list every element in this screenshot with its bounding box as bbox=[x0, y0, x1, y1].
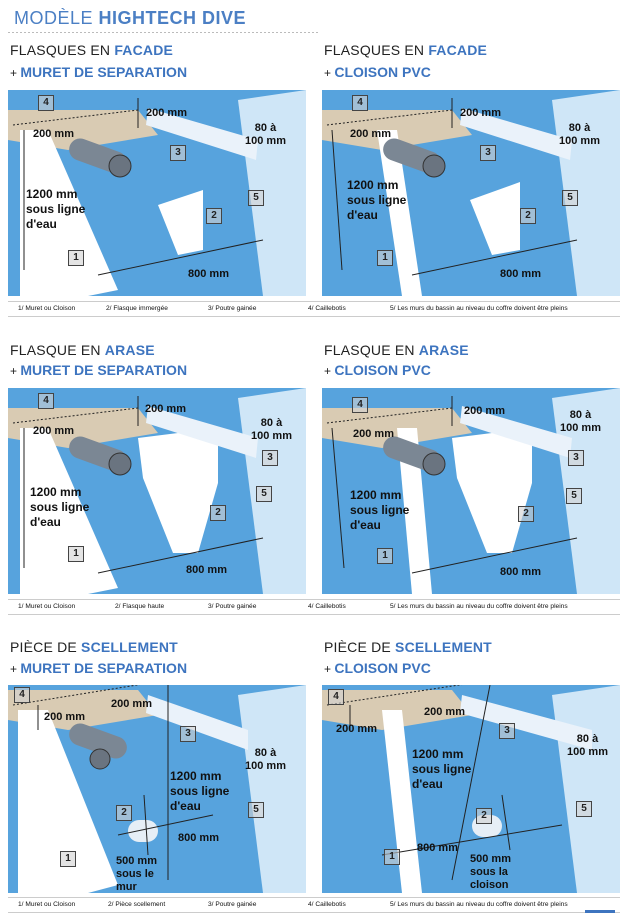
marker-3: 3 bbox=[262, 450, 278, 466]
marker-5: 5 bbox=[248, 802, 264, 818]
marker-5: 5 bbox=[566, 488, 582, 504]
marker-5: 5 bbox=[562, 190, 578, 206]
marker-2: 2 bbox=[476, 808, 492, 824]
section2-left-subheading: + MURET DE SEPARATION bbox=[10, 362, 188, 378]
diagram-panel-scellement-cloison bbox=[322, 685, 620, 893]
dim-200-side: 200 mm bbox=[353, 428, 394, 440]
page-title bbox=[14, 8, 246, 29]
marker-3: 3 bbox=[480, 145, 496, 161]
section1-right-subheading: + CLOISON PVC bbox=[324, 64, 431, 80]
legend-row-2: 1/ Muret ou Cloison 2/ Flasque haute 3/ Poutre gainée 4/ Caillebotis 5/ Les murs du bassin au niveau du coffre doivent être pleins bbox=[8, 599, 620, 615]
diagram-panel-facade-muret bbox=[8, 90, 306, 296]
dim-1200: 1200 mm sous ligne d'eau bbox=[170, 769, 230, 813]
marker-2: 2 bbox=[116, 805, 132, 821]
dim-500: 500 mm sous la cloison bbox=[470, 853, 511, 891]
dim-200-top: 200 mm bbox=[111, 698, 152, 710]
dim-1200: 1200 mm sous ligne d'eau bbox=[30, 485, 90, 529]
marker-4: 4 bbox=[14, 687, 30, 703]
dim-200-side: 200 mm bbox=[350, 128, 391, 140]
dim-800: 800 mm bbox=[178, 832, 219, 844]
section3-left-heading: PIÈCE DE SCELLEMENT bbox=[10, 639, 178, 655]
dim-800: 800 mm bbox=[500, 566, 541, 578]
section3-right-heading: PIÈCE DE SCELLEMENT bbox=[324, 639, 492, 655]
marker-4: 4 bbox=[328, 689, 344, 705]
dim-80-100: 80 à 100 mm bbox=[560, 409, 601, 434]
diagram-panel-arase-muret bbox=[8, 388, 306, 594]
marker-1: 1 bbox=[377, 548, 393, 564]
dim-200-side: 200 mm bbox=[336, 723, 377, 735]
section2-right-heading: FLASQUE EN ARASE bbox=[324, 342, 469, 358]
marker-5: 5 bbox=[256, 486, 272, 502]
marker-1: 1 bbox=[68, 250, 84, 266]
marker-2: 2 bbox=[206, 208, 222, 224]
dim-200-top: 200 mm bbox=[145, 403, 186, 415]
dim-80-100: 80 à 100 mm bbox=[559, 122, 600, 147]
marker-3: 3 bbox=[568, 450, 584, 466]
dim-1200: 1200 mm sous ligne d'eau bbox=[26, 187, 86, 231]
marker-4: 4 bbox=[38, 95, 54, 111]
dim-800: 800 mm bbox=[186, 564, 227, 576]
section2-left-heading: FLASQUE EN ARASE bbox=[10, 342, 155, 358]
diagram-panel-arase-cloison bbox=[322, 388, 620, 594]
marker-2: 2 bbox=[520, 208, 536, 224]
dim-80-100: 80 à 100 mm bbox=[567, 733, 608, 758]
marker-3: 3 bbox=[499, 723, 515, 739]
marker-3: 3 bbox=[170, 145, 186, 161]
dim-200-side: 200 mm bbox=[44, 711, 85, 723]
marker-1: 1 bbox=[377, 250, 393, 266]
marker-5: 5 bbox=[248, 190, 264, 206]
marker-1: 1 bbox=[60, 851, 76, 867]
dim-1200: 1200 mm sous ligne d'eau bbox=[347, 178, 407, 222]
legend-row-1: 1/ Muret ou Cloison 2/ Flasque immergée 3/ Poutre gainée 4/ Caillebotis 5/ Les murs du bassin au niveau du coffre doivent être pleins bbox=[8, 301, 620, 317]
dim-800: 800 mm bbox=[500, 268, 541, 280]
section2-right-subheading: + CLOISON PVC bbox=[324, 362, 431, 378]
diagram-panel-scellement-muret bbox=[8, 685, 306, 893]
page-title-bold: HIGHTECH DIVE bbox=[98, 8, 247, 28]
marker-2: 2 bbox=[210, 505, 226, 521]
dim-200-top: 200 mm bbox=[424, 706, 465, 718]
dim-200-top: 200 mm bbox=[146, 107, 187, 119]
marker-1: 1 bbox=[384, 849, 400, 865]
marker-4: 4 bbox=[352, 397, 368, 413]
section1-left-heading: FLASQUES EN FACADE bbox=[10, 42, 174, 58]
dim-80-100: 80 à 100 mm bbox=[251, 417, 292, 442]
dim-800: 800 mm bbox=[188, 268, 229, 280]
legend-row-3: 1/ Muret ou Cloison 2/ Pièce scellement 3/ Poutre gainée 4/ Caillebotis 5/ Les murs du bassin au niveau du coffre doivent être pleins bbox=[8, 897, 620, 913]
marker-5: 5 bbox=[576, 801, 592, 817]
marker-4: 4 bbox=[38, 393, 54, 409]
marker-3: 3 bbox=[180, 726, 196, 742]
dim-200-side: 200 mm bbox=[33, 425, 74, 437]
dim-80-100: 80 à 100 mm bbox=[245, 122, 286, 147]
marker-4: 4 bbox=[352, 95, 368, 111]
dim-1200: 1200 mm sous ligne d'eau bbox=[412, 747, 472, 791]
section3-right-subheading: + CLOISON PVC bbox=[324, 660, 431, 676]
dim-1200: 1200 mm sous ligne d'eau bbox=[350, 488, 410, 532]
dim-800: 800 mm bbox=[417, 842, 458, 854]
section1-left-subheading: + MURET DE SEPARATION bbox=[10, 64, 188, 80]
section1-right-heading: FLASQUES EN FACADE bbox=[324, 42, 488, 58]
dim-500: 500 mm sous le mur bbox=[116, 855, 157, 893]
diagram-panel-facade-cloison bbox=[322, 90, 620, 296]
title-divider bbox=[8, 32, 318, 33]
dim-200-top: 200 mm bbox=[460, 107, 501, 119]
section3-left-subheading: + MURET DE SEPARATION bbox=[10, 660, 188, 676]
marker-1: 1 bbox=[68, 546, 84, 562]
marker-2: 2 bbox=[518, 506, 534, 522]
page-title-prefix: MODÈLE bbox=[14, 8, 99, 28]
dim-200-top: 200 mm bbox=[464, 405, 505, 417]
dim-200-side: 200 mm bbox=[33, 128, 74, 140]
dim-80-100: 80 à 100 mm bbox=[245, 747, 286, 772]
